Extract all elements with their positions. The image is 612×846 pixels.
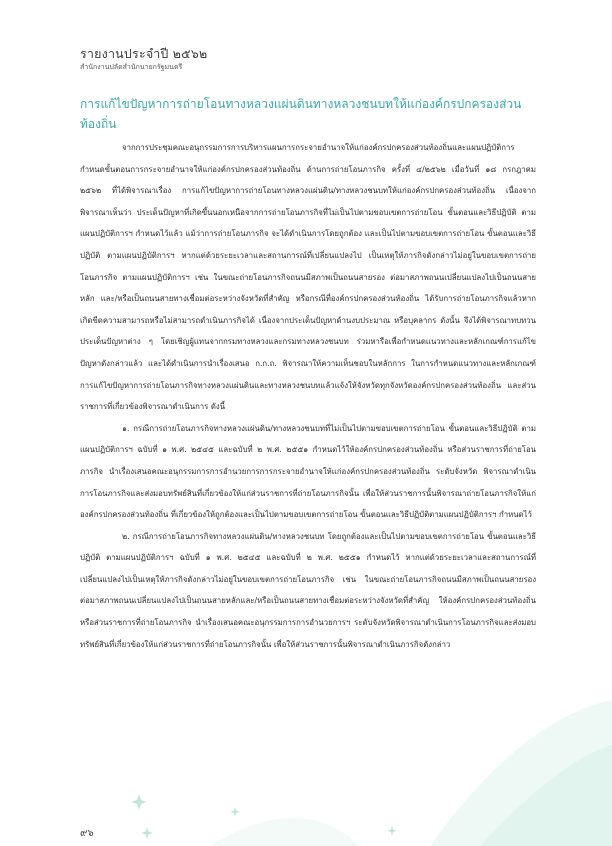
paragraph-item-2: ๒. กรณีการถ่ายโอนภารกิจทางหลวงแผ่นดิน/ทางหลวงชนบท โดยถูกต้องและเป็นไปตามขอบเขตการถ่ายโอน ขั้นตอนและวิธีปฏิบัติ ตามแผนปฏิบัติการฯ ฉบับที่ ๑ พ.ศ. ๒๕๔๕ และฉบับที่ ๒ พ.ศ. ๒๕๕๑ กำหนดไว้ หากแต่ด้วยระยะเวลาและสถานการณ์ที่เปลี่ยนแปลงไปเป็นเหตุให้ภารกิจดังกล่าวไม่อยู่ในขอบเขตการถ่ายโอนภารกิจ เช่น ในขณะถ่ายโอนภารกิจถนนมีสภาพเป็นถนนสายรอง ต่อมาสภาพถนนเปลี่ยนแปลงไปเป็นถนนสายหลักและ/หรือเป็นถนนสายทางเชื่อมต่อระหว่างจังหวัดที่สำคัญ ให้องค์กรปกครองส่วนท้องถิ่นหรือส่วนราชการที่ถ่ายโอนภารกิจ นำเรื่องเสนอคณะอนุกรรมการการอำนวยการฯ ระดับจังหวัดพิจารณาดำเนินการโอนภารกิจและส่งมอบทรัพย์สินที่เกี่ยวข้องให้แก่ส่วนราชการที่ถ่ายโอนภารกิจนั้น เพื่อให้ส่วนราชการนั้นพิจารณาดำเนินภารกิจดังกล่าว (80, 531, 536, 649)
page-header (80, 46, 207, 72)
page-number: ๙๖ (80, 828, 94, 839)
paragraph-item-1: ๑. กรณีการถ่ายโอนภารกิจทางหลวงแผ่นดิน/ทางหลวงชนบทที่ไม่เป็นไปตามขอบเขตการถ่ายโอน ขั้นตอนและวิธีปฏิบัติ ตามแผนปฏิบัติการฯ ฉบับที่ ๑ พ.ศ. ๒๕๔๕ และฉบับที่ ๒ พ.ศ. ๒๕๕๑ กำหนดไว้ให้องค์กรปกครองส่วนท้องถิ่น หรือส่วนราชการที่ถ่ายโอนภารกิจ นำเรื่องเสนอคณะอนุกรรมการการอำนวยการการกระจายอำนาจให้แก่องค์กรปกครองส่วนท้องถิ่น ระดับจังหวัด พิจารณาดำเนินการโอนภารกิจและส่งมอบทรัพย์สินที่เกี่ยวข้องให้แก่ส่วนราชการที่ถ่ายโอนภารกิจนั้น เพื่อให้ส่วนราชการนั้นพิจารณาถ่ายโอนภารกิจให้แก่องค์กรปกครองส่วนท้องถิ่น ที่เกี่ยวข้องให้ถูกต้องและเป็นไปตามขอบเขตการถ่ายโอน ขั้นตอนและวิธีปฏิบัติตามแผนปฏิบัติการฯ กำหนดไว้ (80, 423, 536, 520)
section-heading: การแก้ไขปัญหาการถ่ายโอนทางหลวงแผ่นดินทางหลวงชนบทให้แก่องค์กรปกครองส่วนท้องถิ่น (80, 97, 522, 131)
body-content (80, 137, 536, 655)
paragraph-intro: จากการประชุมคณะอนุกรรมการการบริหารแผนการกระจายอำนาจให้แก่องค์กรปกครองส่วนท้องถิ่นและแผนปฏิบัติการกำหนดขั้นตอนการกระจายอำนาจให้แก่องค์กรปกครองส่วนท้องถิ่น ด้านการถ่ายโอนภารกิจ ครั้งที่ ๔/๒๕๖๒ เมื่อวันที่ ๑๘ กรกฎาคม ๒๕๖๒ ที่ได้พิจารณาเรื่อง การแก้ไขปัญหาการถ่ายโอนทางหลวงแผ่นดิน/ทางหลวงชนบทให้แก่องค์กรปกครองส่วนท้องถิ่น เนื่องจากพิจารณาเห็นว่า ประเด็นปัญหาที่เกิดขึ้นนอกเหนือจากการถ่ายโอนภารกิจที่ไม่เป็นไปตามขอบเขตการถ่ายโอน ขั้นตอนและวิธีปฏิบัติ ตามแผนปฏิบัติการฯ กำหนดไว้แล้ว แม้ว่าการถ่ายโอนภารกิจ จะได้ดำเนินการโดยถูกต้อง และเป็นไปตามขอบเขตการถ่ายโอน ขั้นตอนและวิธีปฏิบัติ ตามแผนปฏิบัติการฯ หากแต่ด้วยระยะเวลาและสถานการณ์ที่เปลี่ยนแปลงไป เป็นเหตุให้ภารกิจดังกล่าวไม่อยู่ในขอบเขตการถ่ายโอนภารกิจ ตามแผนปฏิบัติการฯ เช่น ในขณะถ่ายโอนภารกิจถนนมีสภาพเป็นถนนสายรอง ต่อมาสภาพถนนเปลี่ยนแปลงไปเป็นถนนสายหลัก และ/หรือเป็นถนนสายทางเชื่อมต่อระหว่างจังหวัดที่สำคัญ หรือกรณีที่องค์กรปกครองส่วนท้องถิ่น ได้รับการถ่ายโอนภารกิจแล้วหากเกิดขีดความสามารถหรือไม่สามารถดำเนินภารกิจได้ เนื่องจากประเด็นปัญหาด้านงบประมาณ หรือบุคลากร ดังนั้น จึงได้พิจารณาทบทวนประเด็นปัญหาต่าง ๆ โดยเชิญผู้แทนจากกรมทางหลวงและกรมทางหลวงชนบท ร่วมหารือเพื่อกำหนดแนวทางและหลักเกณฑ์การแก้ไขปัญหาดังกล่าวแล้ว และได้ดำเนินการนำเรื่องเสนอ ก.ก.ถ. พิจารณาให้ความเห็นชอบในหลักการ ในการกำหนดแนวทางและหลักเกณฑ์การแก้ไขปัญหาการถ่ายโอนภารกิจทางหลวงแผ่นดินและทางหลวงชนบทแล้วแจ้งให้จังหวัดทุกจังหวัดองค์กรปกครองส่วนท้องถิ่น และส่วนราชการที่เกี่ยวข้องพิจารณาดำเนินการ ดังนี้ (80, 143, 536, 412)
organization-name: สำนักงานปลัดสำนักนายกรัฐมนตรี (80, 63, 183, 71)
report-title: รายงานประจำปี ๒๕๖๒ (80, 46, 208, 61)
